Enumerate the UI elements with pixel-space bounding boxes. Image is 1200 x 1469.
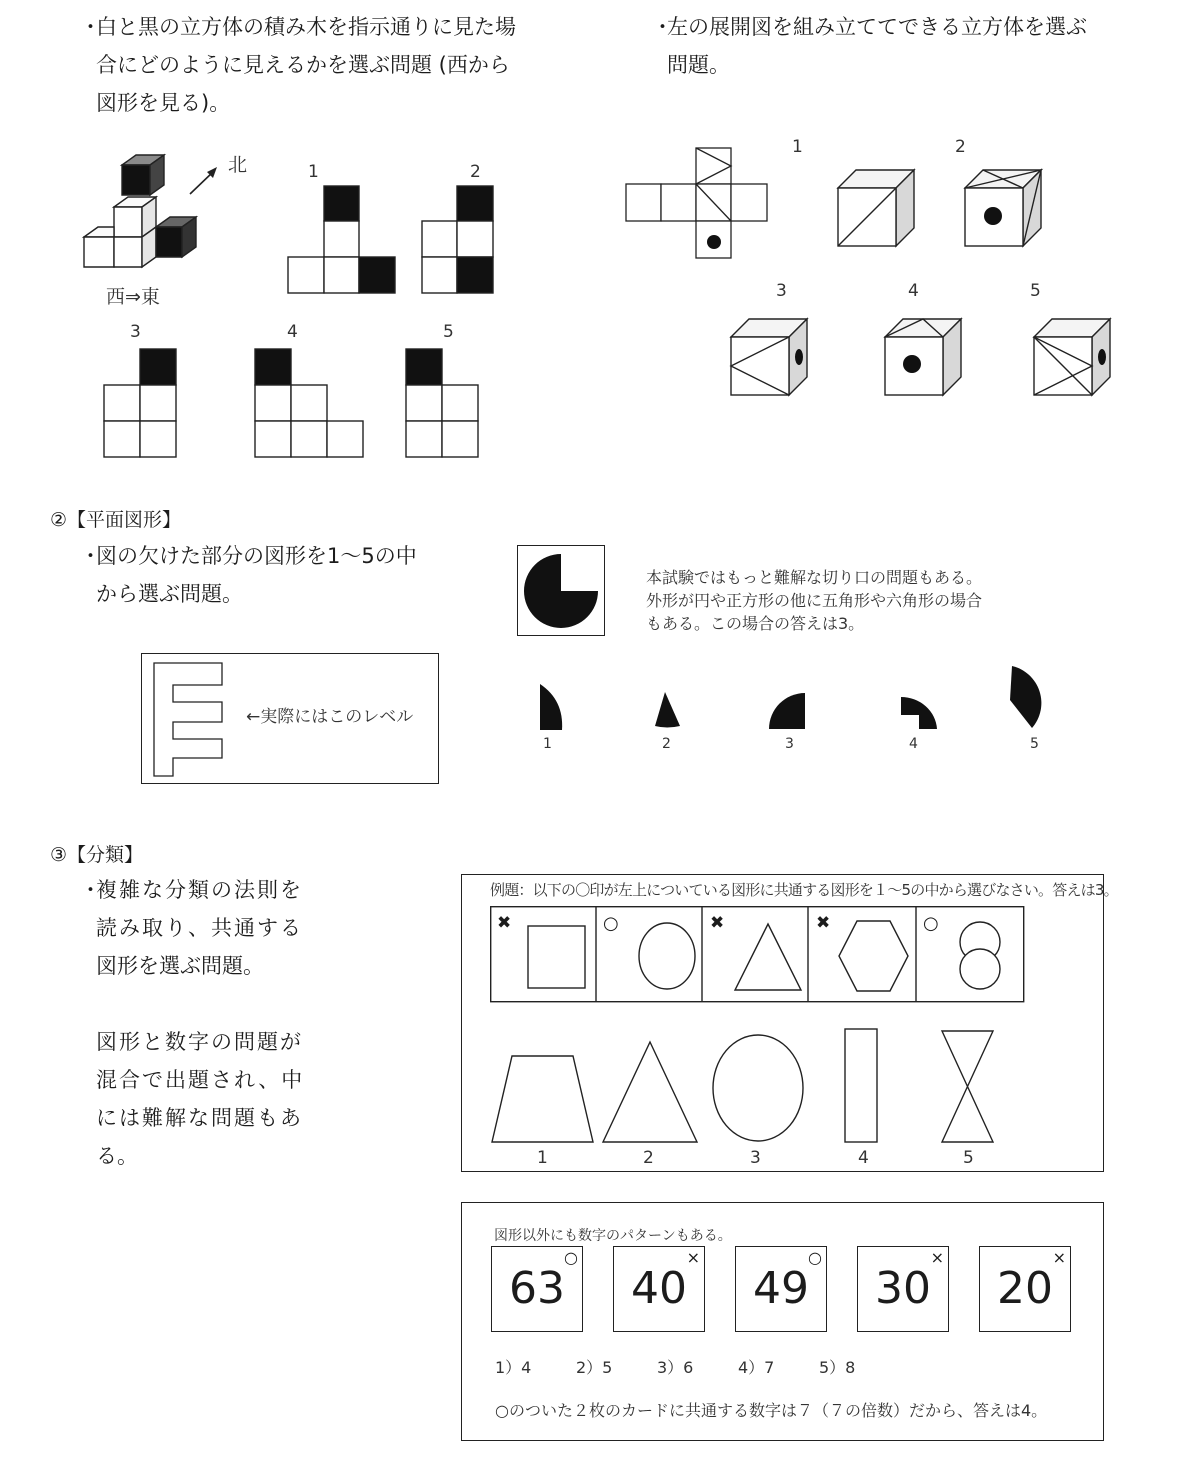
number-card [491,1246,583,1332]
level-example-box [141,653,439,784]
s3-line-4: 図形と数字の問題が [96,1030,303,1054]
s1-left-bullet: ・ [80,15,101,39]
option-3-grid [104,349,179,459]
number-card [979,1246,1071,1332]
section-3-heading: ③【分類】 [50,844,144,866]
s1-right-option-label: 2 [955,137,966,157]
cube-option-4 [883,317,963,397]
option-4-grid [255,349,365,459]
piece-label: 4 [909,736,918,752]
section-2-heading: ②【平面図形】 [50,509,182,531]
level-note: ←実際にはこのレベル [246,707,414,727]
number-card [857,1246,949,1332]
missing-piece-circle-box [517,545,605,636]
s3-line-1: 複雑な分類の法則を [96,878,303,902]
s1-right-line-2: 問題。 [667,53,730,77]
classification-option-label: 3 [750,1148,761,1168]
option-1-grid [288,186,398,296]
piece-option-2 [653,690,683,730]
s3-bullet: ・ [80,878,101,902]
cross-mark-icon: ✖ [710,913,725,933]
circle-missing-quarter-figure [524,552,598,628]
piece-option-4 [899,695,939,731]
card-mark: × [686,1248,700,1267]
cube-option-1 [836,168,916,248]
s1-right-bullet: ・ [652,15,673,39]
card-value: 20 [997,1263,1053,1314]
option-5-grid [406,349,481,459]
answer-choice: 5）8 [819,1358,856,1377]
conclusion-text: ○のついた２枚のカードに共通する数字は７（７の倍数）だから、答えは4。 [495,1401,1048,1420]
cross-mark-icon: ✖ [497,913,512,933]
card-value: 49 [753,1263,809,1314]
cube-option-5 [1032,317,1112,397]
s3-line-3: 図形を選ぶ問題。 [96,954,264,978]
classification-option-label: 5 [963,1148,974,1168]
piece-label: 5 [1030,736,1039,752]
piece-option-1 [538,682,566,732]
s1-left-line-3: 図形を見る)。 [96,91,231,115]
numbers-title: 図形以外にも数字のパターンもある。 [494,1228,732,1244]
card-mark: × [1052,1248,1066,1267]
s1-right-option-label: 4 [908,281,919,301]
s3-line-5: 混合で出題され、中 [96,1068,305,1092]
s2-bullet: ・ [80,544,101,568]
piece-label: 1 [543,736,552,752]
classification-options-row [490,1026,1000,1146]
s1-right-option-label: 1 [792,137,803,157]
s3-line-2: 読み取り、共通する [96,916,303,940]
s1-left-option-label: 4 [287,322,298,342]
card-mark: ○ [808,1248,822,1267]
s1-left-line-2: 合にどのように見えるかを選ぶ問題 (西から [96,53,510,77]
circle-mark-icon: ○ [603,913,619,934]
s1-left-option-label: 2 [470,162,481,182]
cube-option-3 [729,317,809,397]
example-title: 例題：以下の〇印が左上についている図形に共通する図形を１～5の中から選びなさい。答えは3。 [490,881,1118,899]
north-arrow-icon [188,164,220,196]
number-card [613,1246,705,1332]
s3-line-7: る。 [96,1144,138,1168]
cube-option-2 [963,168,1043,248]
card-mark: × [930,1248,944,1267]
cross-mark-icon: ✖ [816,913,831,933]
s1-left-line-1: 白と黒の立方体の積み木を指示通りに見た場 [96,15,516,39]
classification-option-label: 2 [643,1148,654,1168]
classification-option-label: 1 [537,1148,548,1168]
s3-line-6: には難解な問題もあ [96,1106,303,1130]
s1-right-option-label: 5 [1030,281,1041,301]
comb-shape-figure [154,663,226,778]
s1-left-option-label: 1 [308,162,319,182]
north-label: 北 [228,154,248,176]
s1-left-option-label: 3 [130,322,141,342]
cube-net-figure [626,148,771,268]
example-figures-row [490,906,1026,1004]
answer-choice: 1）4 [495,1358,532,1377]
piece-label: 2 [662,736,671,752]
answer-choice: 2）5 [576,1358,613,1377]
circle-mark-icon: ○ [923,913,939,934]
note-line-2: 外形が円や正方形の他に五角形や六角形の場合 [646,591,983,610]
s1-right-option-label: 3 [776,281,787,301]
card-mark: ○ [564,1248,578,1267]
answer-choice: 3）6 [657,1358,694,1377]
card-value: 63 [509,1263,565,1314]
piece-option-3 [767,693,809,731]
piece-label: 3 [785,736,794,752]
number-pattern-box [461,1202,1104,1441]
s2-line-2: から選ぶ問題。 [96,582,243,606]
answer-choice: 4）7 [738,1358,775,1377]
s1-right-line-1: 左の展開図を組み立ててできる立方体を選ぶ [667,15,1087,39]
note-line-3: もある。この場合の答えは3。 [646,614,865,633]
s2-line-1: 図の欠けた部分の図形を1～5の中 [96,544,417,568]
option-2-grid [422,186,497,296]
card-value: 40 [631,1263,687,1314]
card-value: 30 [875,1263,931,1314]
classification-option-label: 4 [858,1148,869,1168]
direction-label: 西⇒東 [106,286,160,308]
note-line-1: 本試験ではもっと難解な切り口の問題もある。 [646,568,983,587]
piece-option-5 [1008,664,1050,730]
s1-left-option-label: 5 [443,322,454,342]
number-card [735,1246,827,1332]
